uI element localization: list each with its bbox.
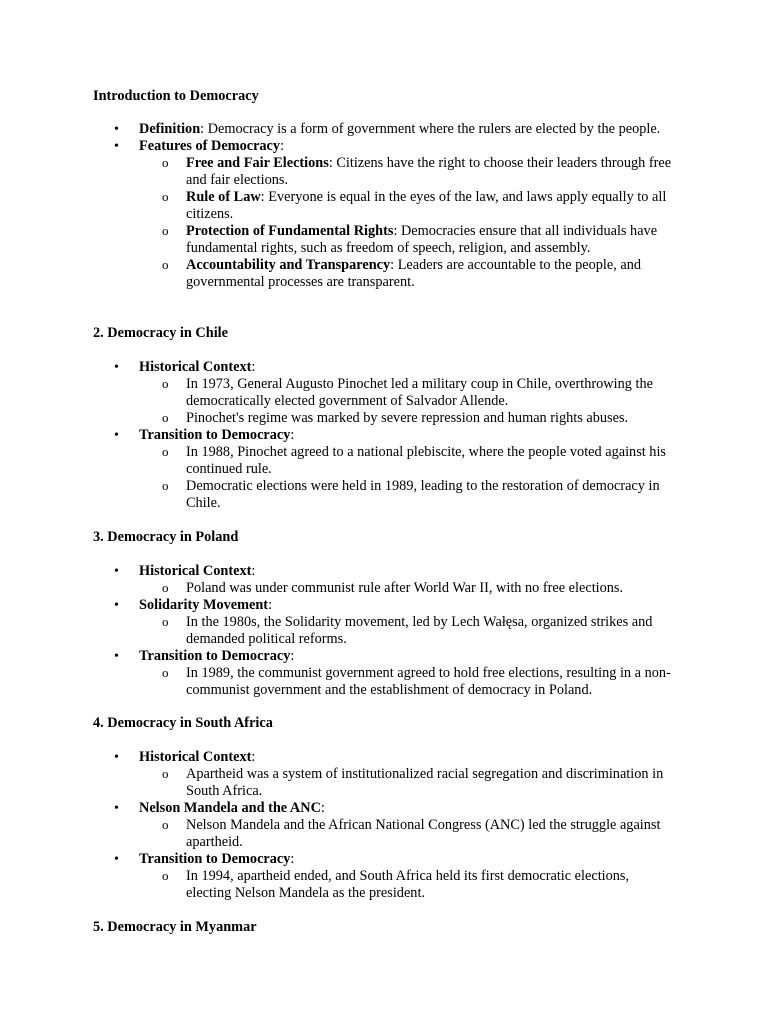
list-item-historical-context — [0, 359, 675, 427]
list-item-historical-context — [0, 749, 675, 800]
term-text: : — [290, 648, 295, 664]
term-text: : Democracy is a form of government where the rulers are elected by the people. — [200, 121, 661, 137]
sub-item — [0, 614, 676, 648]
sub-text: In 1994, apartheid ended, and South Africa held its first democratic elections, electing Nelson Mandela as the president. — [186, 868, 630, 901]
sub-marker: o — [162, 868, 169, 883]
bullet-marker: • — [114, 649, 119, 664]
bullet-marker: • — [114, 360, 119, 375]
chile-transition-sublist — [139, 444, 675, 512]
sub-item — [0, 410, 676, 427]
sub-item — [0, 155, 676, 189]
section-title-myanmar: 5. Democracy in Myanmar — [93, 919, 257, 935]
section-title-chile: 2. Democracy in Chile — [93, 325, 228, 341]
bullet-marker: • — [114, 801, 119, 816]
sub-text: In the 1980s, the Solidarity movement, led by Lech Wałęsa, organized strikes and demanded political reforms. — [186, 614, 653, 647]
sub-item — [0, 257, 676, 291]
term-label: Transition to Democracy — [139, 648, 291, 664]
features-sublist — [139, 155, 675, 291]
sub-text: In 1973, General Augusto Pinochet led a military coup in Chile, overthrowing the democratically elected government of Salvador Allende. — [186, 376, 653, 409]
bullet-marker: • — [114, 750, 119, 765]
term-label: Historical Context — [139, 359, 252, 375]
term-label: Transition to Democracy — [139, 851, 291, 867]
sub-text: Democratic elections were held in 1989, leading to the restoration of democracy in Chile. — [186, 478, 660, 511]
chile-historical-sublist — [139, 376, 675, 427]
sub-marker: o — [162, 410, 169, 425]
bullet-marker: • — [114, 852, 119, 867]
bullet-marker: • — [114, 564, 119, 579]
section-title-intro: Introduction to Democracy — [93, 88, 259, 104]
list-item-mandela — [0, 800, 675, 851]
poland-historical-sublist — [139, 580, 675, 597]
sub-item — [0, 766, 676, 800]
term-text: : — [280, 138, 285, 154]
sub-marker: o — [162, 766, 169, 781]
poland-transition-sublist — [139, 665, 675, 699]
term-text: : — [251, 359, 256, 375]
sub-label: Protection of Fundamental Rights — [186, 223, 394, 239]
sub-item — [0, 817, 676, 851]
section-title-south-africa: 4. Democracy in South Africa — [93, 715, 273, 731]
sub-marker: o — [162, 189, 169, 204]
term-text: : — [290, 427, 295, 443]
poland-solidarity-sublist — [139, 614, 675, 648]
sa-historical-sublist — [139, 766, 675, 800]
list-item-features — [0, 138, 675, 291]
sub-item — [0, 868, 676, 902]
list-item-transition — [0, 851, 675, 902]
sub-text: : Leaders are accountable to the people, and governmental processes are transparent. — [186, 257, 642, 290]
term-text: : — [268, 597, 273, 613]
sub-marker: o — [162, 665, 169, 680]
term-text: : — [290, 851, 295, 867]
sub-item — [0, 376, 676, 410]
sub-item — [0, 189, 676, 223]
section-title-poland: 3. Democracy in Poland — [93, 529, 239, 545]
sub-marker: o — [162, 223, 169, 238]
sub-marker: o — [162, 817, 169, 832]
chile-list — [0, 359, 768, 512]
sub-item — [0, 580, 676, 597]
sub-item — [0, 444, 676, 478]
sub-text: Poland was under communist rule after World War II, with no free elections. — [186, 580, 624, 596]
list-item-historical-context — [0, 563, 675, 597]
term-label: Features of Democracy — [139, 138, 281, 154]
bullet-marker: • — [114, 598, 119, 613]
sub-item — [0, 223, 676, 257]
bullet-marker: • — [114, 122, 119, 137]
term-label: Solidarity Movement — [139, 597, 269, 613]
south-africa-list — [0, 749, 768, 902]
sub-marker: o — [162, 614, 169, 629]
term-text: : — [251, 563, 256, 579]
sub-text: Pinochet's regime was marked by severe repression and human rights abuses. — [186, 410, 629, 426]
sub-text: : Democracies ensure that all individuals have fundamental rights, such as freedom of speech, religion, and assembly. — [186, 223, 658, 256]
term-label: Historical Context — [139, 563, 252, 579]
list-item-transition — [0, 648, 675, 699]
poland-list — [0, 563, 768, 699]
bullet-marker: • — [114, 428, 119, 443]
term-text: : — [320, 800, 325, 816]
sa-transition-sublist — [139, 868, 675, 902]
sub-text: : Citizens have the right to choose their leaders through free and fair elections. — [186, 155, 672, 188]
list-item-definition — [0, 121, 675, 138]
intro-list — [0, 121, 768, 291]
sub-marker: o — [162, 444, 169, 459]
sub-marker: o — [162, 478, 169, 493]
sub-text: Nelson Mandela and the African National Congress (ANC) led the struggle against apartheid. — [186, 817, 661, 850]
term-label: Nelson Mandela and the ANC — [139, 800, 321, 816]
sub-marker: o — [162, 155, 169, 170]
sub-label: Free and Fair Elections — [186, 155, 329, 171]
sub-item — [0, 665, 676, 699]
bullet-marker: • — [114, 139, 119, 154]
sub-text: : Everyone is equal in the eyes of the law, and laws apply equally to all citizens. — [186, 189, 667, 222]
sub-marker: o — [162, 376, 169, 391]
sub-marker: o — [162, 580, 169, 595]
term-label: Transition to Democracy — [139, 427, 291, 443]
sub-marker: o — [162, 257, 169, 272]
sub-text: Apartheid was a system of institutionalized racial segregation and discrimination in South Africa. — [186, 766, 664, 799]
sub-text: In 1989, the communist government agreed to hold free elections, resulting in a non-communist government and the establishment of democracy in Poland. — [186, 665, 671, 698]
sub-label: Accountability and Transparency — [186, 257, 391, 273]
term-text: : — [251, 749, 256, 765]
sub-item — [0, 478, 676, 512]
sub-label: Rule of Law — [186, 189, 261, 205]
list-item-transition — [0, 427, 675, 512]
list-item-solidarity — [0, 597, 675, 648]
term-label: Definition — [139, 121, 201, 137]
sub-text: In 1988, Pinochet agreed to a national plebiscite, where the people voted against his continued rule. — [186, 444, 666, 477]
sa-mandela-sublist — [139, 817, 675, 851]
term-label: Historical Context — [139, 749, 252, 765]
